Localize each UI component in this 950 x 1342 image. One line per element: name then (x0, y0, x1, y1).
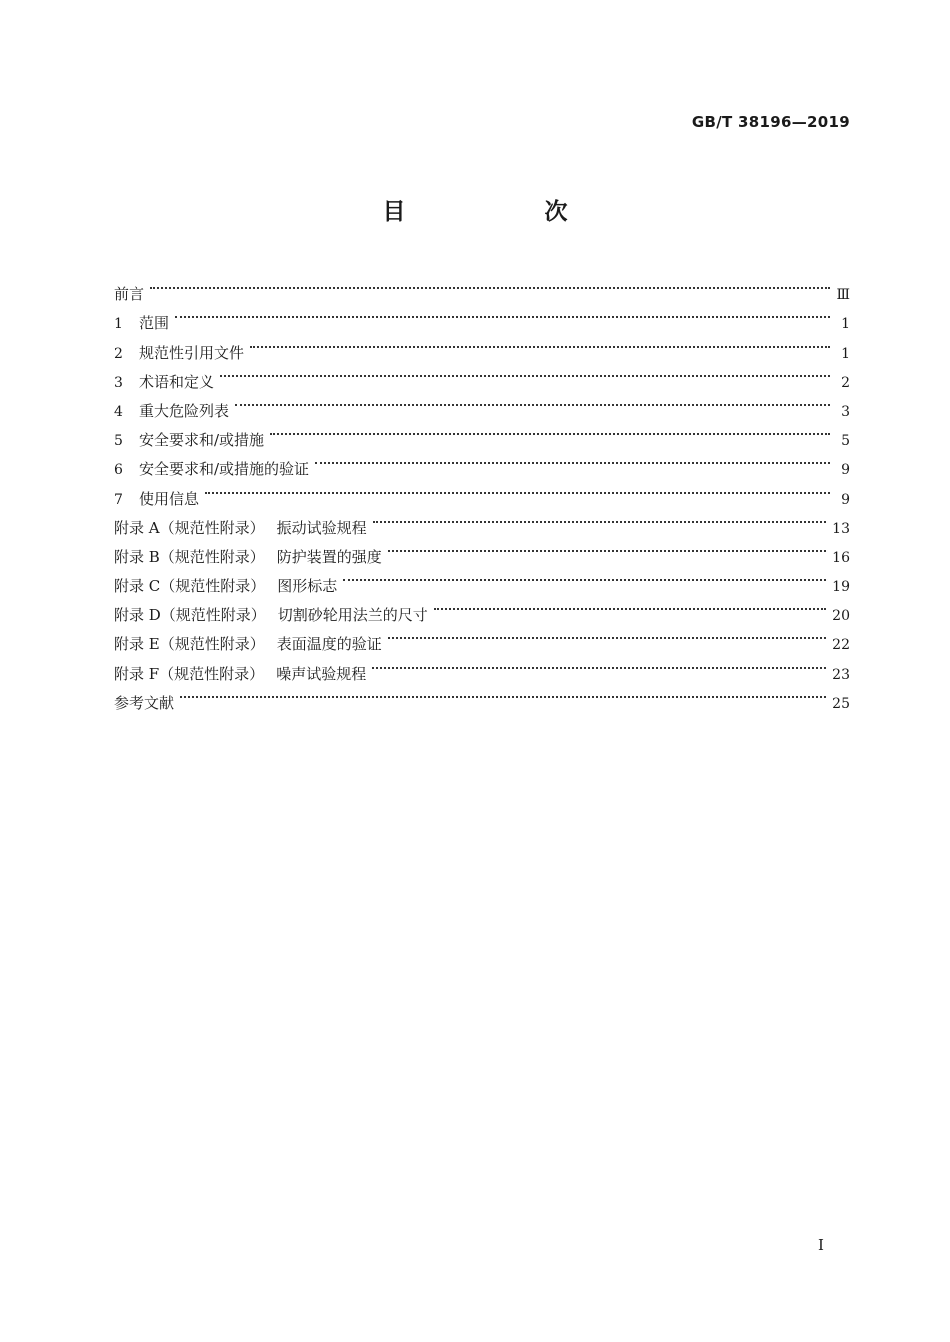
toc-entry-title: 振动试验规程 (276, 518, 367, 537)
toc-entry-annex-prefix: 附录 D（规范性附录） (114, 606, 266, 625)
page-number: I (818, 1236, 824, 1254)
dot-leader (250, 328, 830, 357)
toc-entry-title: 重大危险列表 (139, 401, 230, 420)
toc-entry[interactable] (114, 504, 850, 537)
dot-leader (235, 387, 830, 416)
toc-entry[interactable] (114, 358, 850, 391)
toc-entry[interactable] (114, 387, 850, 420)
toc-entry-title: 规范性引用文件 (139, 343, 245, 362)
dot-leader (388, 620, 826, 649)
toc-entry-title: 噪声试验规程 (276, 664, 367, 683)
dot-leader (343, 562, 826, 591)
toc-entry-title: 表面温度的验证 (276, 635, 382, 654)
table-of-contents (114, 270, 850, 712)
toc-entry-number: 7 (114, 491, 123, 508)
toc-entry-number: 6 (114, 462, 123, 479)
dot-leader (150, 270, 830, 299)
dot-leader (315, 445, 830, 474)
toc-entry-title: 切割砂轮用法兰的尺寸 (277, 606, 428, 625)
toc-entry-label (139, 426, 264, 455)
toc-entry-number: 3 (114, 374, 123, 391)
toc-entry-annex-prefix: 附录 F（规范性附录） (114, 664, 265, 683)
toc-entry-title: 术语和定义 (139, 372, 215, 391)
dot-leader (388, 533, 826, 562)
toc-entry-page: 9 (841, 462, 850, 479)
toc-entry[interactable] (114, 474, 850, 508)
toc-entry-page: 19 (832, 579, 850, 596)
toc-entry-page: 1 (841, 316, 850, 333)
toc-entry-page: 9 (841, 491, 850, 508)
toc-entry-label (114, 572, 337, 601)
toc-entry-page: 13 (832, 520, 850, 537)
dot-leader (180, 679, 826, 708)
toc-entry-number: 2 (114, 345, 123, 362)
toc-entry-page: 22 (832, 637, 850, 654)
toc-entry-page: 5 (841, 433, 850, 450)
dot-leader (372, 649, 826, 678)
toc-entry-annex-prefix: 附录 B（规范性附录） (114, 547, 265, 566)
toc-entry-title: 图形标志 (277, 577, 338, 596)
page-title: 目 次 (382, 199, 626, 225)
toc-entry-page: 2 (841, 374, 850, 391)
toc-entry-title: 安全要求和/或措施 (139, 431, 265, 450)
toc-entry-page: 16 (832, 549, 850, 566)
dot-leader (220, 358, 830, 387)
toc-entry[interactable] (114, 328, 850, 362)
toc-entry-page: 23 (832, 666, 850, 683)
toc-entry[interactable] (114, 299, 850, 333)
toc-entry-label (114, 543, 382, 572)
toc-entry-label (139, 485, 199, 514)
toc-entry-page: 3 (841, 403, 850, 420)
toc-entry-title: 防护装置的强度 (276, 547, 382, 566)
toc-entry-label (114, 689, 174, 718)
toc-entry-annex-prefix: 附录 A（规范性附录） (114, 518, 265, 537)
toc-entry-number: 5 (114, 433, 123, 450)
dot-leader (270, 416, 830, 445)
toc-entry-page: 20 (832, 608, 850, 625)
toc-entry[interactable] (114, 679, 850, 712)
toc-entry-number: 1 (114, 316, 123, 333)
toc-entry[interactable] (114, 270, 850, 304)
dot-leader (434, 591, 826, 620)
toc-entry-annex-prefix: 附录 C（规范性附录） (114, 577, 266, 596)
toc-entry-title: 安全要求和/或措施的验证 (139, 460, 310, 479)
toc-entry-title: 前言 (114, 285, 145, 304)
toc-entry-title: 使用信息 (139, 489, 200, 508)
toc-entry-title: 范围 (139, 314, 170, 333)
dot-leader (373, 504, 827, 533)
toc-entry-number: 4 (114, 403, 123, 420)
toc-entry-label (114, 280, 144, 309)
standard-code: GB/T 38196—2019 (691, 113, 850, 131)
dot-leader (175, 299, 830, 328)
toc-entry-page: Ⅲ (836, 287, 850, 304)
toc-entry-label (139, 309, 169, 338)
toc-entry-label (114, 514, 367, 543)
toc-entry-label (139, 397, 229, 426)
toc-entry-label (114, 601, 428, 630)
toc-entry-label (114, 630, 382, 659)
toc-entry-page: 25 (832, 695, 850, 712)
toc-entry-annex-prefix: 附录 E（规范性附录） (114, 635, 265, 654)
dot-leader (205, 474, 830, 503)
toc-entry-page: 1 (841, 345, 850, 362)
toc-entry-title: 参考文献 (114, 693, 175, 712)
toc-entry-label (139, 368, 214, 397)
